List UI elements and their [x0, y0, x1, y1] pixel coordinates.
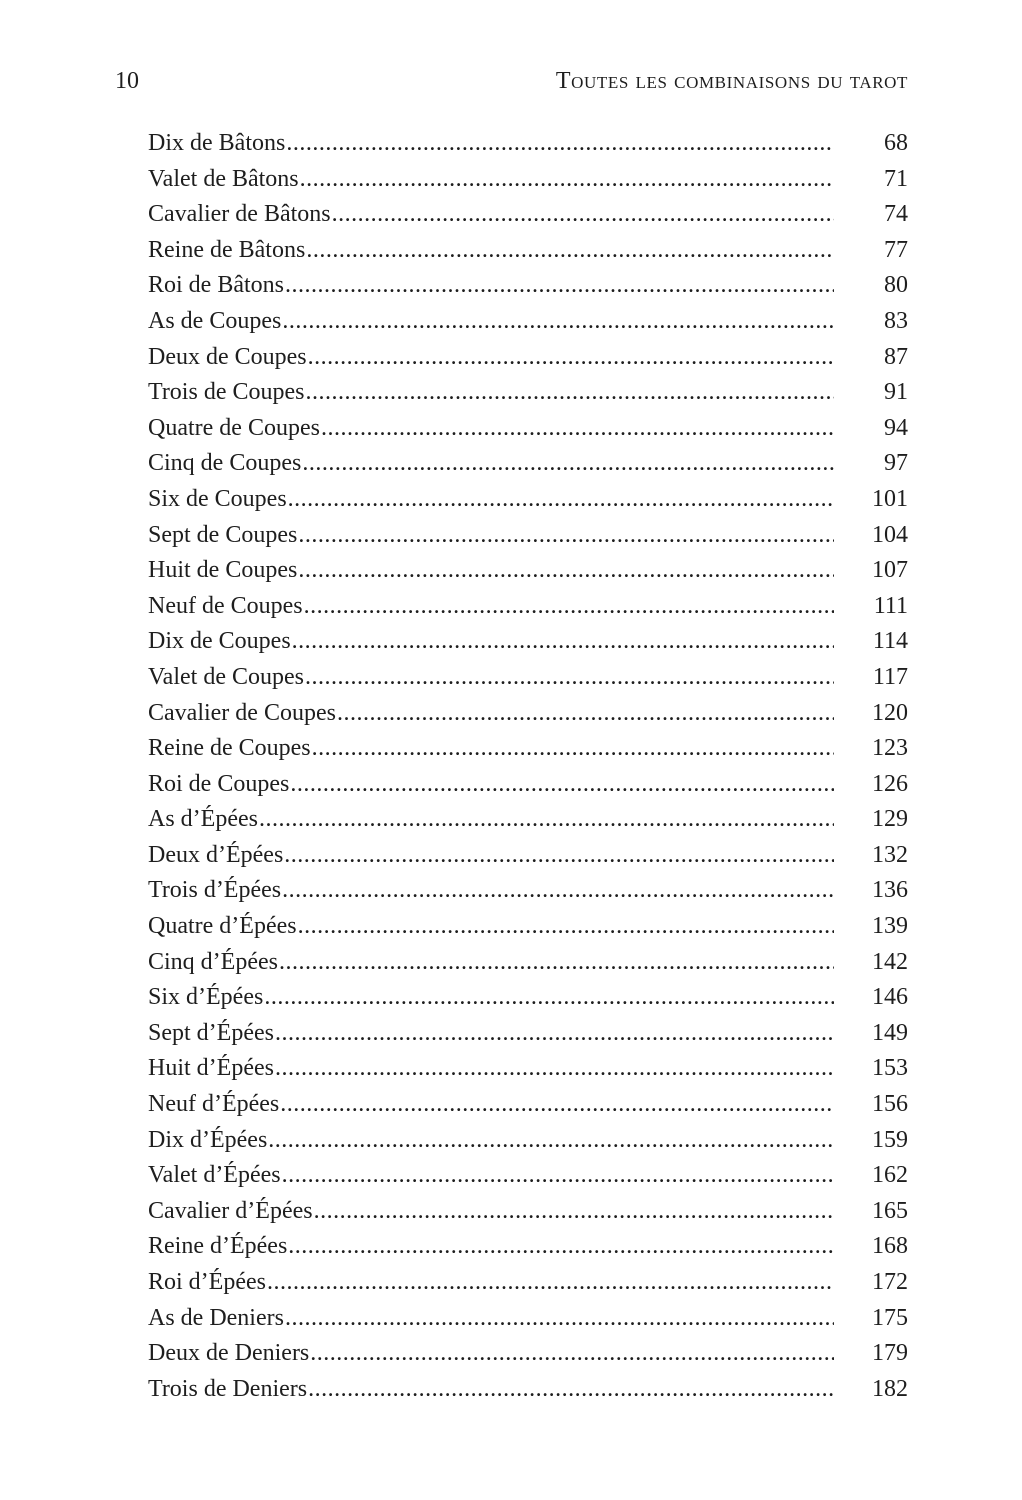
toc-entry	[148, 304, 834, 340]
toc-row	[148, 1087, 908, 1123]
toc-entry-title: Valet d’Épées	[148, 1162, 281, 1189]
toc-entry-title: Quatre d’Épées	[148, 913, 297, 940]
toc-entry-page-number: 159	[872, 1126, 908, 1153]
toc-entry-page-number: 97	[884, 450, 908, 477]
toc-entry-page-number: 80	[884, 272, 908, 299]
toc-entry	[148, 340, 834, 376]
toc-row	[148, 340, 908, 376]
toc-entry-title: Sept de Coupes	[148, 521, 298, 548]
toc-entry-title: Reine de Coupes	[148, 735, 311, 762]
toc-entry-page-number: 162	[872, 1162, 908, 1189]
toc-entry-title: Cavalier de Bâtons	[148, 201, 331, 228]
toc-entry-page-number: 182	[872, 1375, 908, 1402]
toc-entry	[148, 553, 834, 589]
toc-entry-title: Sept d’Épées	[148, 1019, 274, 1046]
toc-row	[148, 767, 908, 803]
toc-entry	[148, 1158, 834, 1194]
toc-row	[148, 1051, 908, 1087]
toc-entry-title: Trois de Deniers	[148, 1375, 308, 1402]
toc-entry	[148, 1336, 834, 1372]
toc-entry	[148, 162, 834, 198]
toc-entry-title: Deux de Deniers	[148, 1340, 310, 1367]
toc-entry	[148, 1372, 834, 1408]
toc-row	[148, 909, 908, 945]
toc-entry-title: Neuf d’Épées	[148, 1091, 280, 1118]
toc-entry-title: Six de Coupes	[148, 485, 287, 512]
running-head-title: Toutes les combinaisons du tarot	[555, 68, 908, 94]
toc-entry	[148, 268, 834, 304]
toc-entry-title: Cinq d’Épées	[148, 948, 278, 975]
toc-row	[148, 696, 908, 732]
toc-entry-page-number: 101	[872, 485, 908, 512]
toc-entry-page-number: 68	[884, 130, 908, 156]
toc-row	[148, 802, 908, 838]
toc-entry-page-number: 114	[872, 628, 908, 655]
toc-entry	[148, 980, 834, 1016]
toc-entry-title: Reine de Bâtons	[148, 236, 306, 263]
toc-entry-page-number: 149	[872, 1019, 908, 1046]
toc-entry-page-number: 175	[872, 1304, 908, 1331]
toc-entry-title: Cavalier de Coupes	[148, 699, 336, 726]
toc-entry-title: Roi de Bâtons	[148, 272, 284, 299]
toc-entry-title: Deux d’Épées	[148, 841, 284, 868]
toc-entry	[148, 482, 834, 518]
toc-entry-title: Dix de Bâtons	[148, 130, 286, 156]
toc-entry-page-number: 139	[872, 913, 908, 940]
toc-entry-page-number: 120	[872, 699, 908, 726]
toc-entry-page-number: 104	[872, 521, 908, 548]
toc-row	[148, 1158, 908, 1194]
toc-entry-page-number: 129	[872, 806, 908, 833]
toc-entry	[148, 1265, 834, 1301]
toc-entry-title: Reine d’Épées	[148, 1233, 288, 1260]
toc-entry-title: As de Coupes	[148, 307, 282, 334]
toc-entry-title: Valet de Bâtons	[148, 165, 299, 192]
toc-entry-title: Dix d’Épées	[148, 1126, 268, 1153]
toc-entry-page-number: 156	[872, 1091, 908, 1118]
toc-row	[148, 731, 908, 767]
toc-row	[148, 375, 908, 411]
toc-entry	[148, 802, 834, 838]
toc-row	[148, 162, 908, 198]
toc-entry-page-number: 71	[884, 165, 908, 192]
toc-entry	[148, 518, 834, 554]
toc-entry	[148, 1194, 834, 1230]
toc-row	[148, 980, 908, 1016]
toc-entry-title: Trois de Coupes	[148, 379, 305, 406]
toc-entry	[148, 126, 834, 162]
toc-entry-page-number: 74	[884, 201, 908, 228]
toc-row	[148, 482, 908, 518]
toc-entry-page-number: 87	[884, 343, 908, 370]
toc-row	[148, 1123, 908, 1159]
toc-entry	[148, 1016, 834, 1052]
toc-entry-title: Neuf de Coupes	[148, 592, 303, 619]
toc-entry	[148, 873, 834, 909]
toc-row	[148, 1016, 908, 1052]
toc-entry	[148, 731, 834, 767]
toc-entry	[148, 624, 834, 660]
toc-row	[148, 197, 908, 233]
toc-entry	[148, 375, 834, 411]
toc-row	[148, 411, 908, 447]
toc-entry-page-number: 83	[884, 307, 908, 334]
toc-entry-page-number: 153	[872, 1055, 908, 1082]
toc-entry-title: Roi de Coupes	[148, 770, 290, 797]
toc-entry	[148, 589, 834, 625]
toc-row	[148, 126, 908, 162]
toc-entry-title: Trois d’Épées	[148, 877, 282, 904]
toc-entry-page-number: 107	[872, 557, 908, 584]
toc-row	[148, 518, 908, 554]
table-of-contents	[148, 126, 908, 1407]
toc-entry-page-number: 77	[884, 236, 908, 263]
toc-entry-title: Valet de Coupes	[148, 663, 304, 690]
toc-entry	[148, 1229, 834, 1265]
toc-row	[148, 1265, 908, 1301]
toc-entry-title: Roi d’Épées	[148, 1269, 266, 1295]
toc-entry-page-number: 172	[872, 1269, 908, 1295]
toc-entry-title: Cinq de Coupes	[148, 450, 302, 477]
toc-entry-page-number: 123	[872, 735, 908, 762]
toc-row	[148, 1229, 908, 1265]
toc-entry-page-number: 165	[872, 1197, 908, 1224]
toc-entry-page-number: 132	[872, 841, 908, 868]
toc-row	[148, 1194, 908, 1230]
toc-row	[148, 268, 908, 304]
toc-entry	[148, 696, 834, 732]
toc-entry-title: As d’Épées	[148, 806, 258, 833]
toc-entry-title: Huit de Coupes	[148, 557, 298, 584]
toc-entry-title: As de Deniers	[148, 1304, 284, 1331]
toc-row	[148, 1372, 908, 1408]
toc-row	[148, 838, 908, 874]
toc-entry-page-number: 126	[872, 770, 908, 797]
toc-row	[148, 553, 908, 589]
toc-entry	[148, 1087, 834, 1123]
toc-row	[148, 1336, 908, 1372]
toc-entry-page-number: 179	[872, 1340, 908, 1367]
page-number: 10	[115, 68, 139, 94]
toc-entry	[148, 197, 834, 233]
toc-row	[148, 589, 908, 625]
toc-entry-page-number: 94	[884, 414, 908, 441]
toc-row	[148, 233, 908, 269]
toc-entry	[148, 767, 834, 803]
toc-entry	[148, 945, 834, 981]
toc-entry-page-number: 142	[872, 948, 908, 975]
toc-row	[148, 304, 908, 340]
toc-entry-page-number: 136	[872, 877, 908, 904]
toc-entry	[148, 1051, 834, 1087]
toc-entry	[148, 1123, 834, 1159]
toc-entry-page-number: 117	[872, 663, 908, 690]
toc-entry-title: Huit d’Épées	[148, 1055, 274, 1082]
toc-row	[148, 446, 908, 482]
toc-entry	[148, 446, 834, 482]
toc-entry-title: Quatre de Coupes	[148, 414, 320, 441]
toc-entry-title: Six d’Épées	[148, 984, 264, 1011]
toc-entry-page-number: 168	[872, 1233, 908, 1260]
toc-row	[148, 624, 908, 660]
toc-entry	[148, 1301, 834, 1337]
toc-entry	[148, 660, 834, 696]
toc-entry	[148, 838, 834, 874]
toc-row	[148, 873, 908, 909]
toc-entry-page-number: 91	[884, 379, 908, 406]
toc-entry-title: Dix de Coupes	[148, 628, 291, 655]
toc-entry-title: Cavalier d’Épées	[148, 1197, 313, 1224]
toc-entry-page-number: 111	[873, 592, 908, 619]
toc-entry-page-number: 146	[872, 984, 908, 1011]
toc-row	[148, 945, 908, 981]
toc-entry	[148, 909, 834, 945]
toc-row	[148, 660, 908, 696]
toc-row	[148, 1301, 908, 1337]
toc-entry-title: Deux de Coupes	[148, 343, 307, 370]
toc-entry	[148, 411, 834, 447]
toc-entry	[148, 233, 834, 269]
